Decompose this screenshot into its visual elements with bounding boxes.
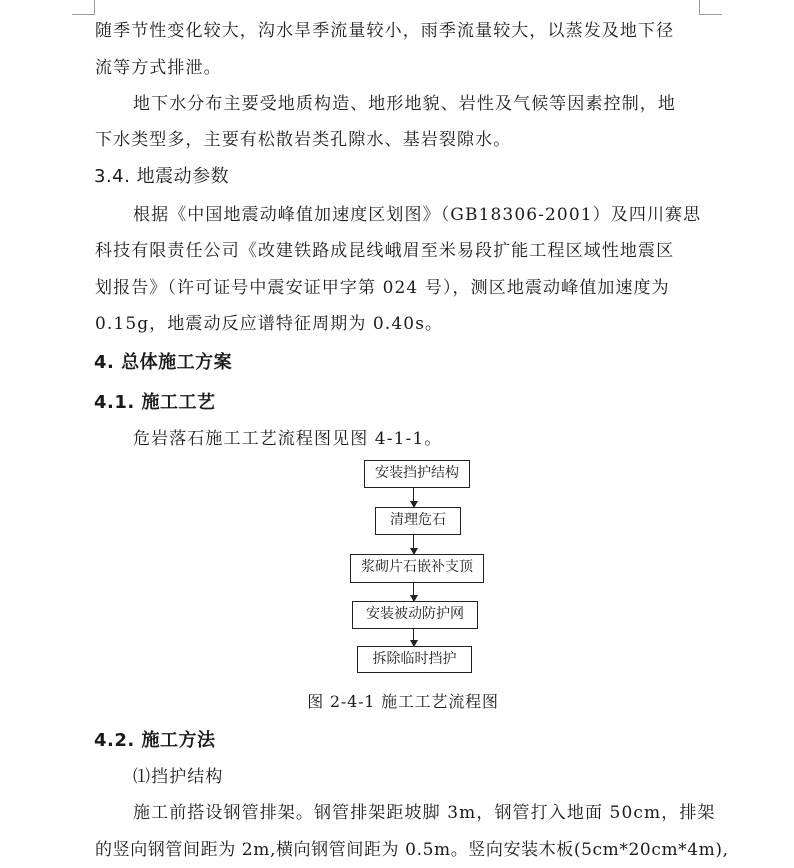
paragraph-line: 流等方式排泄。 [95, 58, 222, 78]
flow-step-2: 清理危石 [375, 507, 461, 535]
paragraph-line: 0.15g，地震动反应谱特征周期为 0.40s。 [95, 314, 444, 334]
paragraph-line: 地下水分布主要受地质构造、地形地貌、岩性及气候等因素控制，地 [133, 94, 676, 114]
section-heading-3-4: 3.4. 地震动参数 [94, 166, 230, 187]
paragraph-line: 施工前搭设钢管排架。钢管排架距坡脚 3m，钢管打入地面 50cm，排架 [133, 803, 716, 823]
paragraph-line: 科技有限责任公司《改建铁路成昆线峨眉至米易段扩能工程区域性地震区 [95, 241, 675, 261]
paragraph-line: 危岩落石施工工艺流程图见图 4-1-1。 [133, 429, 443, 449]
crop-mark-right [699, 0, 700, 14]
crop-mark-right-h [699, 14, 722, 15]
flow-arrow [413, 583, 414, 601]
section-heading-4: 4. 总体施工方案 [94, 352, 233, 373]
paragraph-line: 随季节性变化较大，沟水旱季流量较小，雨季流量较大，以蒸发及地下径 [95, 21, 675, 41]
flow-arrow [413, 629, 414, 646]
flow-step-5: 拆除临时挡护 [357, 646, 472, 673]
flow-arrow [413, 535, 414, 554]
flow-arrow [413, 488, 414, 507]
section-heading-4-1: 4.1. 施工工艺 [94, 392, 216, 413]
paragraph-line: 的竖向钢管间距为 2m,横向钢管间距为 0.5m。竖向安装木板(5cm*20cm*4m), [95, 840, 729, 860]
paragraph-line: 划报告》（许可证号中震安证甲字第 024 号），测区地震动峰值加速度为 [95, 278, 670, 298]
subsection-heading: ⑴挡护结构 [133, 767, 224, 787]
flow-step-3: 浆砌片石嵌补支顶 [350, 554, 484, 583]
figure-caption: 图 2-4-1 施工工艺流程图 [307, 692, 499, 711]
flow-step-1: 安装挡护结构 [364, 460, 470, 488]
flow-step-4: 安装被动防护网 [352, 601, 478, 629]
section-heading-4-2: 4.2. 施工方法 [94, 730, 216, 751]
paragraph-line: 根据《中国地震动峰值加速度区划图》（GB18306-2001）及四川赛思 [133, 205, 702, 225]
paragraph-line: 下水类型多，主要有松散岩类孔隙水、基岩裂隙水。 [95, 130, 512, 150]
crop-mark-left [94, 0, 95, 14]
crop-mark-left-h [72, 14, 95, 15]
